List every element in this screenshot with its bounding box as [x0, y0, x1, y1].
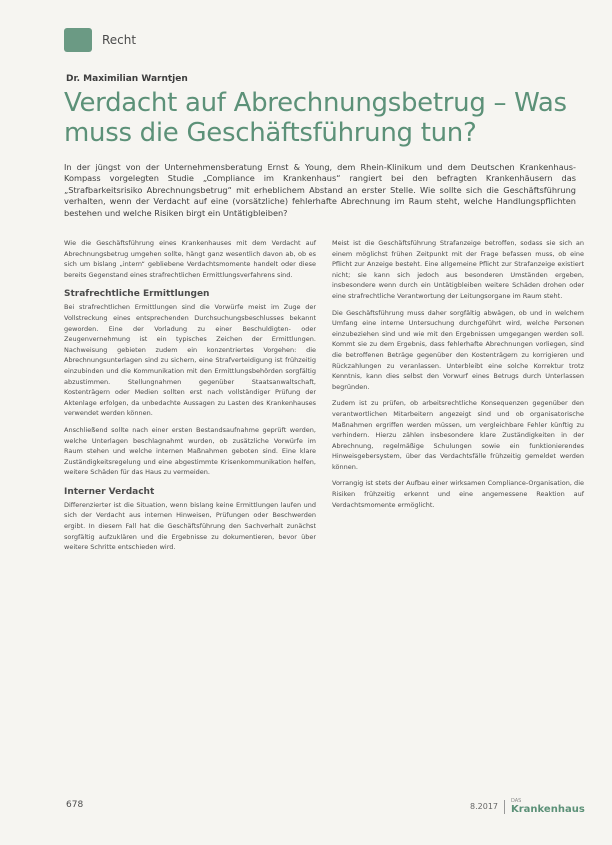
- body-paragraph: Vorrangig ist stets der Aufbau einer wirksamen Compliance-Organisation, die Risiken frühzeitig erkennt und eine angemessene Reaktion auf Verdachtsmomente ermöglicht.: [332, 479, 584, 509]
- body-paragraph: Wie die Geschäftsführung eines Krankenhauses mit dem Verdacht auf Abrechnungsbetrug umgehen sollte, hängt ganz wesentlich davon ab, ob es sich um bislang „intern“ gebliebene Verdachtsmomente handelt oder diese bereits Gegenstand eines strafrechtlichen Ermittlungsverfahrens sind.: [64, 239, 316, 279]
- magazine-logo: [511, 798, 585, 815]
- body-paragraph: Meist ist die Geschäftsführung Strafanzeige betroffen, sodass sie sich an einem möglichst frühen Zeitpunkt mit der Frage befassen muss, ob eine Pflicht zur Anzeige besteht. Eine allgemeine Pflicht zur Strafanzeige existiert nicht; sie kann sich jedoch aus besonderen Umständen ergeben, insbesondere wenn durch ein Untätigbleiben weitere Schäden drohen oder eine strafrechtliche Verantwortung der Leitungsorgane im Raum steht.: [332, 239, 584, 300]
- article-body: [64, 238, 584, 813]
- page-number: 678: [66, 800, 84, 810]
- body-paragraph: Zudem ist zu prüfen, ob arbeitsrechtliche Konsequenzen gegenüber den verantwortlichen Mitarbeitern angezeigt sind und ob organisatorische Maßnahmen ergriffen werden müssen, um vergleichbare Fehler künftig zu verhindern. Hierzu zählen insbesondere klare Zuständigkeiten in der Abrechnung, regelmäßige Schulungen sowie ein funktionierendes Hinweisgebersystem, über das Verdachtsfälle frühzeitig gemeldet werden können.: [332, 399, 584, 471]
- section-color-block: [64, 28, 92, 52]
- column-left: [64, 238, 316, 813]
- body-paragraph: Differenzierter ist die Situation, wenn bislang keine Ermittlungen laufen und sich der Verdacht aus internen Hinweisen, Prüfungen oder Beschwerden ergibt. In diesem Fall hat die Geschäftsführung den Sachverhalt zunächst sorgfältig aufzuklären und die Ergebnisse zu dokumentieren, bevor über weitere Schritte entschieden wird.: [64, 500, 316, 552]
- body-paragraph: Bei strafrechtlichen Ermittlungen sind die Vorwürfe meist im Zuge der Vollstreckung eines entsprechenden Durchsuchungsbeschlusses bekannt geworden. Eine der Vorladung zu einer Beschuldigten- oder Zeugenvernehmung ist ein typisches Zeichen der Ermittlungen. Nachweisung gebieten zudem ein konzentriertes Vorgehen: die Abrechnungsunterlagen sind zu sichern, eine Strafverteidigung ist frühzeitig einzubinden und die Kommunikation mit den Ermittlungsbehörden sorgfältig abzustimmen. Stellungnahmen gegenüber Staatsanwaltschaft, Kostenträgern oder Medien sollten erst nach vollständiger Prüfung der Aktenlage erfolgen, da unbedachte Aussagen zu Lasten des Krankenhauses verwendet werden können.: [64, 303, 316, 418]
- section-label: Recht: [102, 33, 137, 47]
- magazine-logo-name: Krankenhaus: [511, 804, 585, 815]
- footer-masthead: [470, 798, 585, 815]
- section-heading: Interner Verdacht: [64, 486, 155, 497]
- author: Dr. Maximilian Warntjen: [66, 74, 188, 84]
- lead-paragraph: In der jüngst von der Unternehmensberatung Ernst & Young, dem Rhein-Klinikum und dem Deutschen Krankenhaus-Kompass vorgelegten Studie „Compliance im Krankenhaus“ rangiert bei den befragten Krankenhäusern das „Strafbarkeitsrisiko Abrechnungsbetrug“ mit erheblichem Abstand an erster Stelle. Wie sollte sich die Geschäftsführung verhalten, wenn der Verdacht auf eine (vorsätzliche) fehlerhafte Abrechnung im Raum steht, welche Handlungspflichten bestehen und welche Risiken birgt ein Untätigbleiben?: [64, 162, 576, 218]
- article-title: Verdacht auf Abrechnungsbetrug – Was muss die Geschäftsführung tun?: [64, 88, 567, 148]
- footer-divider: [504, 800, 505, 814]
- column-right: [332, 238, 584, 813]
- issue-number: 8.2017: [470, 802, 498, 811]
- magazine-logo-top: DAS: [511, 798, 522, 804]
- body-paragraph: Anschließend sollte nach einer ersten Bestandsaufnahme geprüft werden, welche Unterlagen beschlagnahmt wurden, ob zusätzliche Vorwürfe im Raum stehen und welche internen Maßnahmen geboten sind. Eine klare Zuständigkeitsregelung und eine abgestimmte Krisenkommunikation helfen, weitere Schäden für das Haus zu vermeiden.: [64, 425, 316, 477]
- body-paragraph: Die Geschäftsführung muss daher sorgfältig abwägen, ob und in welchem Umfang eine interne Untersuchung durchgeführt wird, welche Personen einzubeziehen sind und wie mit den Ergebnissen umgegangen werden soll. Kommt sie zu dem Ergebnis, dass fehlerhafte Abrechnungen vorliegen, sind die betroffenen Beträge gegenüber den Kostenträgern zu korrigieren und Rückzahlungen zu veranlassen. Unterbleibt eine solche Korrektur trotz Kenntnis, kann dies selbst den Vorwurf eines Betrugs durch Unterlassen begründen.: [332, 308, 584, 391]
- section-tag: [64, 28, 136, 52]
- section-heading: Strafrechtliche Ermittlungen: [64, 289, 210, 300]
